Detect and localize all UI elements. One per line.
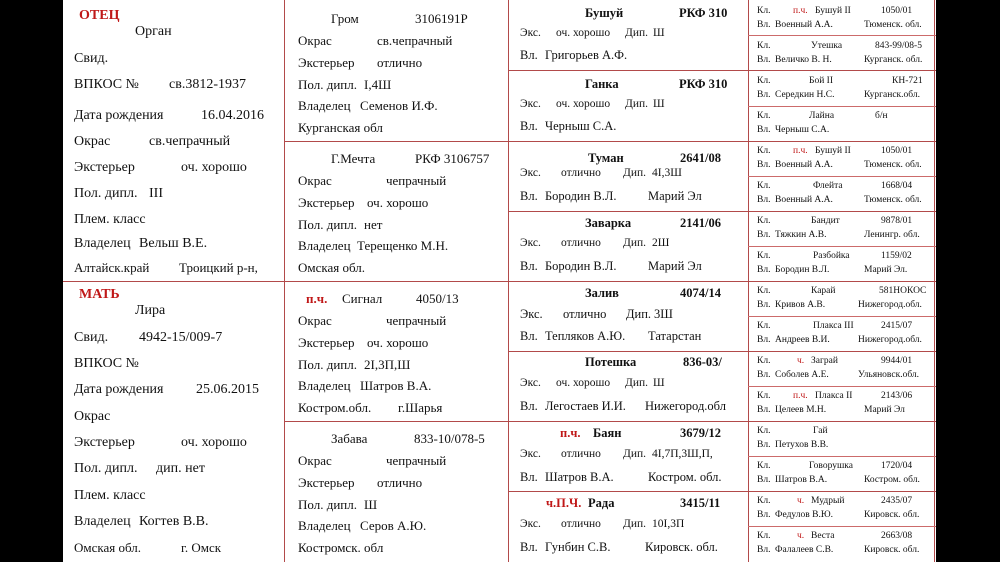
ggp-dipl-label: Дип. (626, 307, 652, 321)
ggp-name: Рада (588, 496, 615, 510)
sire-color-label: Окрас (74, 134, 111, 149)
gen4-kl-label: Кл. (757, 426, 771, 436)
gen4-reg: 9944/01 (881, 356, 913, 366)
grandparent-ext: оч. хорошо (367, 335, 429, 350)
grandparent-owner: Терещенко М.Н. (357, 238, 449, 253)
ggp-ext: оч. хорошо (556, 98, 611, 110)
sire-vpkos-label: ВПКОС № (74, 77, 139, 92)
gen4-vl-label: Вл. (757, 125, 771, 135)
gen4-vl-label: Вл. (757, 510, 771, 520)
gen4-reg: 1159/02 (881, 251, 912, 261)
gen4-region: Нижегород.обл. (858, 300, 922, 310)
sire-ext-value: оч. хорошо (181, 160, 247, 175)
gen4-kl-label: Кл. (757, 286, 771, 296)
row-divider (748, 526, 936, 527)
gen4-kl-label: Кл. (757, 6, 771, 16)
gen4-owner: Соболев А.Е. (775, 370, 829, 380)
ggp-dipl: 3Ш (654, 307, 673, 321)
ggp-owner: Григорьев А.Ф. (545, 48, 628, 62)
ggp-dipl: Ш (653, 98, 665, 110)
row-divider (508, 491, 936, 492)
gen4-reg: 2435/07 (881, 496, 913, 506)
ggp-ext: отлично (561, 237, 601, 249)
ggp-owner-label: Вл. (520, 329, 538, 343)
gen4-owner: Тяжкин А.В. (775, 230, 827, 240)
grandparent-region: Костром.обл. (298, 400, 372, 415)
sire-owner-value: Вельш В.Е. (139, 236, 208, 251)
grandparent-owner: Шатров В.А. (360, 378, 432, 393)
gen4-title: ч. (797, 356, 805, 366)
ggp-dipl-label: Дип. (623, 448, 647, 460)
gen4-vl-label: Вл. (757, 405, 771, 415)
gen4-owner: Целеев М.Н. (775, 405, 827, 415)
gen4-vl-label: Вл. (757, 55, 771, 65)
gen4-title: ч. (797, 496, 805, 506)
gen4-name: Разбойка (813, 251, 850, 261)
gen4-owner: Военный А.А. (775, 195, 833, 205)
gen4-kl-label: Кл. (757, 391, 771, 401)
gen4-owner: Федулов В.Ю. (775, 510, 833, 520)
ggp-dipl-label: Дип. (625, 98, 649, 110)
ggp-reg: 3679/12 (680, 426, 721, 440)
grandparent-title: п.ч. (306, 291, 328, 306)
ggp-region: Марий Эл (648, 259, 702, 273)
gen4-name: Карай (811, 286, 836, 296)
gen4-title: п.ч. (793, 6, 808, 16)
gen4-region: Марий Эл. (864, 265, 908, 275)
sire-region: Алтайск.край (74, 260, 150, 275)
gen4-reg: 1668/04 (881, 181, 913, 191)
grandparent-name: Сигнал (342, 291, 383, 306)
grandparent-region: Омская обл. (298, 260, 366, 275)
grandparent-owner: Семенов И.Ф. (360, 98, 438, 113)
ggp-ext-label: Экс. (520, 98, 541, 110)
sire-dob-value: 16.04.2016 (201, 108, 264, 123)
ggp-ext-label: Экс. (520, 448, 541, 460)
gen4-name: Бандит (811, 216, 840, 226)
gen4-region: Ленингр. обл. (864, 230, 920, 240)
gen4-name: Лайна (809, 111, 835, 121)
grandparent-ext-label: Экстерьер (298, 195, 355, 210)
gen4-kl-label: Кл. (757, 496, 771, 506)
gen4-vl-label: Вл. (757, 20, 771, 30)
ggp-ext-label: Экс. (520, 27, 541, 39)
grandparent-color-label: Окрас (298, 453, 332, 468)
ggp-dipl-label: Дип. (623, 518, 647, 530)
gen4-name: Гай (813, 426, 828, 436)
grandparent-name: Г.Мечта (331, 151, 376, 166)
gen4-owner: Военный А.А. (775, 160, 833, 170)
gen4-region: Кировск. обл. (864, 545, 920, 555)
ggp-ext-label: Экс. (520, 518, 541, 530)
dam-color-label: Окрас (74, 409, 111, 424)
grandparent-color-label: Окрас (298, 173, 332, 188)
ggp-title: п.ч. (560, 426, 581, 440)
ggp-name: Баян (593, 426, 622, 440)
grandparent-ext: отлично (377, 475, 423, 490)
ggp-name: Потешка (585, 355, 637, 369)
gen4-kl-label: Кл. (757, 146, 771, 156)
gen4-name: Флейта (813, 181, 843, 191)
ggp-name: Заварка (585, 216, 632, 230)
ggp-dipl: Ш (653, 27, 665, 39)
grandparent-ext: отлично (377, 55, 423, 70)
row-divider (508, 211, 936, 212)
gen4-vl-label: Вл. (757, 370, 771, 380)
gen4-reg: 581НОКОС (879, 286, 927, 296)
ggp-name: Туман (588, 151, 624, 165)
grandparent-name: Забава (331, 431, 368, 446)
ggp-owner-label: Вл. (520, 470, 538, 484)
sire-dipl-value: III (149, 186, 163, 201)
gen4-name: Мудрый (811, 496, 845, 506)
row-divider (748, 106, 936, 107)
grandparent-dipl-label: Пол. дипл. (298, 497, 357, 512)
ggp-region: Костром. обл. (648, 470, 722, 484)
gen4-owner: Шатров В.А. (775, 475, 828, 485)
grandparent-region: Курганская обл (298, 120, 383, 135)
row-divider (748, 176, 936, 177)
sire-name: Орган (135, 24, 172, 39)
ggp-dipl-label: Дип. (625, 27, 649, 39)
gen4-name: Бушуй II (815, 6, 851, 16)
row-divider (284, 141, 936, 142)
gen4-region: Курганск.обл. (864, 90, 920, 100)
sire-district: Троицкий р-н, (179, 260, 258, 275)
ggp-ext: отлично (563, 307, 607, 321)
dam-city: г. Омск (181, 540, 222, 555)
dam-dipl-label: Пол. дипл. (74, 461, 138, 476)
gen4-kl-label: Кл. (757, 531, 771, 541)
gen4-title: ч. (797, 531, 805, 541)
dam-dob-value: 25.06.2015 (196, 382, 259, 397)
dam-vpkos-label: ВПКОС № (74, 356, 139, 371)
gen4-owner: Величко В. Н. (775, 55, 832, 65)
grandparent-ext: оч. хорошо (367, 195, 429, 210)
gen4-owner: Середкин Н.С. (775, 90, 835, 100)
grandparent-ext-label: Экстерьер (298, 55, 355, 70)
gen4-vl-label: Вл. (757, 160, 771, 170)
ggp-owner-label: Вл. (520, 48, 538, 62)
ggp-owner-label: Вл. (520, 540, 538, 554)
gen4-region: Тюменск. обл. (864, 20, 922, 30)
gen4-reg: 2663/08 (881, 531, 913, 541)
dam-owner-label: Владелец (74, 514, 131, 529)
ggp-dipl: 2Ш (652, 237, 670, 249)
ggp-owner: Бородин В.Л. (545, 189, 617, 203)
gen4-vl-label: Вл. (757, 440, 771, 450)
gen4-region: Тюменск. обл. (864, 195, 922, 205)
ggp-dipl: 4I,7П,3Ш,П, (652, 448, 713, 460)
grandparent-color-label: Окрас (298, 33, 332, 48)
ggp-ext: отлично (561, 448, 601, 460)
row-divider (748, 316, 936, 317)
grandparent-owner-label: Владелец (298, 238, 351, 253)
gen4-vl-label: Вл. (757, 475, 771, 485)
sire-color-value: св.чепрачный (149, 134, 231, 149)
grandparent-dipl-label: Пол. дипл. (298, 357, 357, 372)
gen4-title: п.ч. (793, 391, 808, 401)
gen4-kl-label: Кл. (757, 356, 771, 366)
ggp-reg: РКФ 310 (679, 6, 728, 20)
row-divider (284, 421, 936, 422)
ggp-ext-label: Экс. (520, 167, 541, 179)
gen4-owner: Бородин В.Л. (775, 265, 830, 275)
gen4-name: Заграй (811, 356, 838, 366)
ggp-region: Марий Эл (648, 189, 702, 203)
ggp-owner: Легостаев И.И. (545, 399, 626, 413)
ggp-title: ч.П.Ч. (546, 496, 582, 510)
dam-dob-label: Дата рождения (74, 382, 164, 397)
ggp-ext: оч. хорошо (556, 377, 611, 389)
gen4-name: Бушуй II (815, 146, 851, 156)
ggp-dipl-label: Дип. (623, 167, 647, 179)
ggp-owner: Гунбин С.В. (545, 540, 611, 554)
grandparent-dipl: Ш (364, 497, 378, 512)
ggp-dipl: 4I,3Ш (652, 167, 682, 179)
ggp-reg: 3415/11 (680, 496, 721, 510)
gen4-owner: Военный А.А. (775, 20, 833, 30)
gen4-kl-label: Кл. (757, 41, 771, 51)
gen4-name: Плакса II (815, 391, 853, 401)
gen4-reg: 2143/06 (881, 391, 913, 401)
ggp-region: Татарстан (648, 329, 702, 343)
gen4-region: Нижегород.обл. (858, 335, 922, 345)
gen4-kl-label: Кл. (757, 321, 771, 331)
grandparent-color: св.чепрачный (377, 33, 453, 48)
grandparent-owner-label: Владелец (298, 518, 351, 533)
grandparent-ext-label: Экстерьер (298, 335, 355, 350)
gen4-vl-label: Вл. (757, 90, 771, 100)
ggp-reg: 2141/06 (680, 216, 721, 230)
sire-ext-label: Экстерьер (74, 160, 135, 175)
ggp-reg: 836-03/ (683, 355, 722, 369)
ggp-dipl: Ш (653, 377, 665, 389)
gen4-kl-label: Кл. (757, 251, 771, 261)
gen4-owner: Петухов В.В. (775, 440, 829, 450)
grandparent-owner-label: Владелец (298, 98, 351, 113)
gen4-vl-label: Вл. (757, 335, 771, 345)
gen4-reg: КН-721 (892, 76, 923, 86)
grandparent-dipl: I,4Ш (364, 77, 392, 92)
dam-cert-value: 4942-15/009-7 (139, 330, 223, 345)
grandparent-color: чепрачный (386, 313, 447, 328)
dam-class-label: Плем. класс (74, 488, 146, 503)
grandparent-owner: Серов А.Ю. (360, 518, 427, 533)
gen4-owner: Андреев В.И. (775, 335, 830, 345)
gen4-reg: 2415/07 (881, 321, 913, 331)
grandparent-dipl-label: Пол. дипл. (298, 217, 357, 232)
gen4-owner: Фалалеев С.В. (775, 545, 834, 555)
ggp-ext-label: Экс. (520, 307, 543, 321)
row-divider (748, 35, 936, 36)
ggp-ext: оч. хорошо (556, 27, 611, 39)
pedigree-sheet (63, 0, 936, 562)
row-divider (63, 281, 936, 282)
gen4-owner: Кривов А.В. (775, 300, 826, 310)
sire-cert-label: Свид. (74, 51, 109, 66)
ggp-name: Залив (585, 286, 619, 300)
row-divider (748, 246, 936, 247)
ggp-owner-label: Вл. (520, 259, 538, 273)
ggp-owner-label: Вл. (520, 399, 538, 413)
gen4-reg: 9878/01 (881, 216, 913, 226)
sire-owner-label: Владелец (74, 236, 131, 251)
ggp-owner-label: Вл. (520, 189, 538, 203)
ggp-region: Нижегород.обл (645, 399, 726, 413)
sire-heading: ОТЕЦ (79, 8, 120, 23)
grandparent-reg: 4050/13 (416, 291, 459, 306)
dam-region: Омская обл. (74, 540, 142, 555)
ggp-reg: 4074/14 (680, 286, 721, 300)
gen4-region: Тюменск. обл. (864, 160, 922, 170)
grandparent-dipl-label: Пол. дипл. (298, 77, 357, 92)
ggp-dipl-label: Дип. (623, 237, 647, 249)
gen4-region: Курганск. обл. (864, 55, 923, 65)
ggp-reg: РКФ 310 (679, 77, 728, 91)
ggp-owner: Шатров В.А. (545, 470, 614, 484)
gen4-kl-label: Кл. (757, 181, 771, 191)
gen4-reg: 1720/04 (881, 461, 913, 471)
gen4-name: Бой II (809, 76, 833, 86)
gen4-vl-label: Вл. (757, 300, 771, 310)
dam-owner-value: Когтев В.В. (139, 514, 209, 529)
gen4-kl-label: Кл. (757, 216, 771, 226)
sire-class-label: Плем. класс (74, 212, 146, 227)
ggp-reg: 2641/08 (680, 151, 721, 165)
row-divider (508, 351, 936, 352)
dam-name: Лира (135, 303, 166, 318)
grandparent-reg: 3106191Р (415, 11, 468, 26)
grandparent-color-label: Окрас (298, 313, 332, 328)
gen4-region: Марий Эл (864, 405, 905, 415)
grandparent-color: чепрачный (386, 453, 447, 468)
grandparent-color: чепрачный (386, 173, 447, 188)
gen4-kl-label: Кл. (757, 111, 771, 121)
dam-heading: МАТЬ (79, 287, 120, 302)
gen4-reg: 1050/01 (881, 146, 913, 156)
gen4-kl-label: Кл. (757, 461, 771, 471)
dam-ext-label: Экстерьер (74, 435, 135, 450)
ggp-ext: отлично (561, 167, 601, 179)
row-divider (748, 386, 936, 387)
gen4-name: Плакса III (813, 321, 854, 331)
gen4-name: Говорушка (809, 461, 853, 471)
ggp-dipl-label: Дип. (625, 377, 649, 389)
sire-dipl-label: Пол. дипл. (74, 186, 138, 201)
grandparent-name: Гром (331, 11, 359, 26)
gen4-owner: Черныш С.А. (775, 125, 830, 135)
gen4-vl-label: Вл. (757, 195, 771, 205)
gen4-title: п.ч. (793, 146, 808, 156)
dam-cert-label: Свид. (74, 330, 109, 345)
ggp-dipl: 10I,3П (652, 518, 685, 530)
grandparent-region: Костромск. обл (298, 540, 384, 555)
sire-vpkos-value: св.3812-1937 (169, 77, 246, 92)
ggp-ext-label: Экс. (520, 237, 541, 249)
grandparent-reg: РКФ 3106757 (415, 151, 490, 166)
ggp-ext-label: Экс. (520, 377, 541, 389)
ggp-owner-label: Вл. (520, 119, 538, 133)
gen4-vl-label: Вл. (757, 265, 771, 275)
dam-dipl-value: дип. нет (156, 461, 205, 476)
ggp-owner: Тепляков А.Ю. (545, 329, 626, 343)
gen4-vl-label: Вл. (757, 545, 771, 555)
gen4-name: Утешка (811, 41, 843, 51)
dam-ext-value: оч. хорошо (181, 435, 247, 450)
gen4-reg: 1050/01 (881, 6, 913, 16)
gen4-region: Ульяновск.обл. (858, 370, 920, 380)
row-divider (748, 456, 936, 457)
gen4-vl-label: Вл. (757, 230, 771, 240)
gen4-kl-label: Кл. (757, 76, 771, 86)
grandparent-region2: г.Шарья (398, 400, 443, 415)
gen4-region: Кировск. обл. (864, 510, 920, 520)
ggp-ext: отлично (561, 518, 601, 530)
ggp-name: Бушуй (585, 6, 624, 20)
gen4-name: Веста (811, 531, 835, 541)
row-divider (508, 70, 936, 71)
ggp-owner: Черныш С.А. (545, 119, 617, 133)
gen4-reg: 843-99/08-5 (875, 41, 922, 51)
ggp-region: Кировск. обл. (645, 540, 718, 554)
ggp-name: Ганка (585, 77, 619, 91)
gen4-reg: б/н (875, 111, 888, 121)
grandparent-dipl: 2I,3П,Ш (364, 357, 411, 372)
gen4-region: Костром. обл. (864, 475, 920, 485)
grandparent-reg: 833-10/078-5 (414, 431, 485, 446)
grandparent-owner-label: Владелец (298, 378, 351, 393)
grandparent-dipl: нет (364, 217, 383, 232)
sire-dob-label: Дата рождения (74, 108, 164, 123)
ggp-owner: Бородин В.Л. (545, 259, 617, 273)
grandparent-ext-label: Экстерьер (298, 475, 355, 490)
